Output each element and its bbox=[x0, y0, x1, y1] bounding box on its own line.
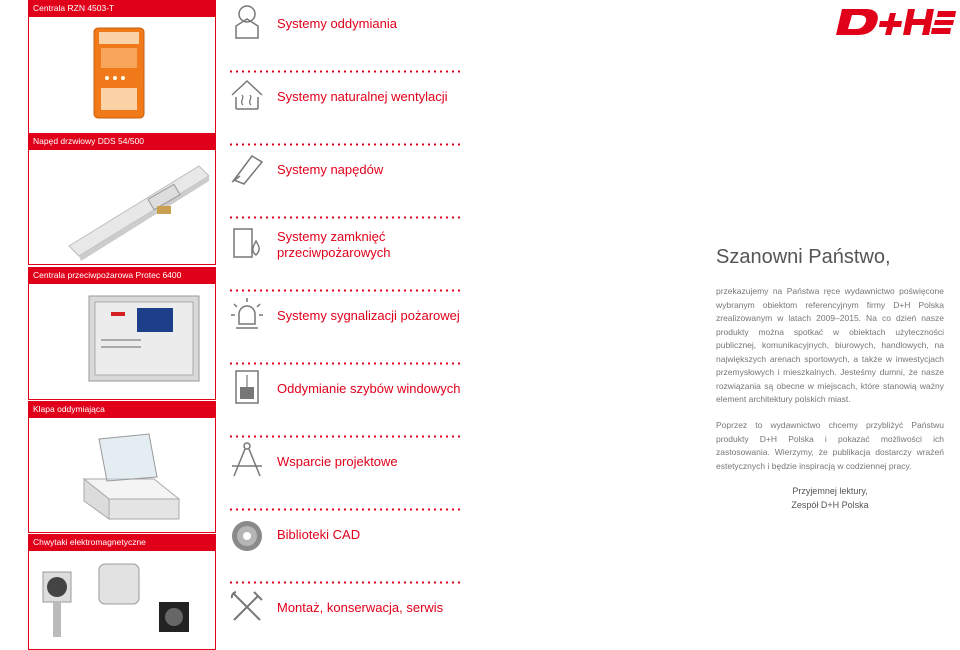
electromagnetic-holders-image bbox=[29, 552, 215, 649]
category-label: Systemy zamknięć przeciwpożarowych bbox=[277, 229, 391, 260]
category-label: Systemy oddymiania bbox=[277, 16, 397, 31]
category-label: Wsparcie projektowe bbox=[277, 454, 398, 469]
elevator-shaft-icon bbox=[228, 367, 266, 405]
product-label: Centrala RZN 4503-T bbox=[29, 0, 215, 17]
smoke-vent-image bbox=[29, 419, 215, 532]
category-label: Oddymianie szybów windowych bbox=[277, 381, 461, 396]
category-smoke-systems[interactable] bbox=[228, 0, 464, 73]
category-design-support[interactable] bbox=[228, 438, 464, 511]
category-drive-systems[interactable] bbox=[228, 146, 464, 219]
product-panel-controller bbox=[28, 0, 216, 134]
category-label: Systemy naturalnej wentylacji bbox=[277, 89, 448, 104]
category-label: Systemy napędów bbox=[277, 162, 384, 177]
cd-disc-icon bbox=[228, 513, 266, 551]
category-installation-service[interactable] bbox=[228, 584, 464, 649]
fire-door-icon bbox=[228, 221, 266, 259]
door-drive-image bbox=[29, 151, 215, 264]
tools-icon bbox=[228, 586, 266, 624]
letter-closing: Przyjemnej lektury, bbox=[792, 486, 868, 496]
product-label: Napęd drzwiowy DDS 54/500 bbox=[29, 133, 215, 150]
smoke-control-panel-image bbox=[29, 18, 215, 133]
category-fire-closures[interactable] bbox=[228, 219, 464, 292]
product-panel-fire-panel bbox=[28, 267, 216, 400]
letter-paragraph-2: Poprzez to wydawnictwo chcemy przybliżyć Państwu produkty D+H Polska i pokazać możliwości ich zastosowania. Wierzymy, że publikacja dostarczy wrażeń estetycznych i będzie inspiracją w codziennej pracy. bbox=[716, 420, 944, 471]
product-panel-drive bbox=[28, 133, 216, 265]
smoke-house-icon bbox=[228, 2, 266, 40]
compass-icon bbox=[228, 440, 266, 478]
letter-paragraph-1: przekazujemy na Państwa ręce wydawnictwo poświęcone wybranym obiektom referencyjnym firmy D+H Polska zrealizowanym w latach 2009–2015. Na co dzień nasze produkty można spotkać w obiektach użyteczności publicznej, komunikacyjnych, biurowych, handlowych, na największych arenach sportowych, a także w inwestycjach przemysłowych i mieszkalnych. Jesteśmy dumni, że nasze rozwiązania są obecne w miejscach, które stanowią ważny element architektury polskich miast. bbox=[716, 286, 944, 404]
drive-actuator-icon bbox=[228, 148, 266, 186]
category-cad-libraries[interactable] bbox=[228, 511, 464, 584]
category-natural-ventilation[interactable] bbox=[228, 73, 464, 146]
letter-signature: Zespół D+H Polska bbox=[791, 500, 869, 510]
product-label: Klapa oddymiająca bbox=[29, 401, 215, 418]
category-fire-alarm[interactable] bbox=[228, 292, 464, 365]
product-label: Chwytaki elektromagnetyczne bbox=[29, 534, 215, 551]
dh-logo bbox=[836, 7, 956, 37]
category-elevator-shafts[interactable] bbox=[228, 365, 464, 438]
category-label: Montaż, konserwacja, serwis bbox=[277, 600, 444, 615]
category-label: Systemy sygnalizacji pożarowej bbox=[277, 308, 460, 323]
greeting-heading: Szanowni Państwo, bbox=[716, 246, 891, 268]
product-label: Centrala przeciwpożarowa Protec 6400 bbox=[29, 267, 215, 284]
product-panel-magnets bbox=[28, 534, 216, 650]
category-label: Biblioteki CAD bbox=[277, 527, 361, 542]
product-panel-smoke-vent bbox=[28, 401, 216, 533]
ventilation-icon bbox=[228, 75, 266, 113]
alarm-light-icon bbox=[228, 294, 266, 332]
fire-control-panel-image bbox=[29, 284, 215, 399]
